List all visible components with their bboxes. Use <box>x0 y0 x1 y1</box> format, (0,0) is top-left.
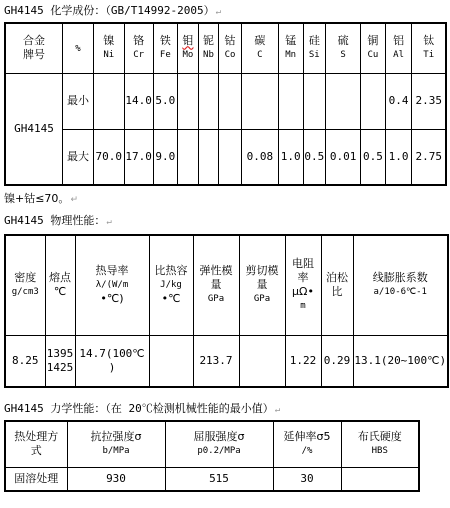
cell-melting-point: 1395 1425 <box>45 335 75 387</box>
section-title-physical: GH4145 物理性能：↵ <box>4 214 112 227</box>
cell-yield-strength: 515 <box>165 467 273 491</box>
cell <box>198 73 219 129</box>
mechanical-properties-table <box>4 420 420 492</box>
header-el-mn: 锰 Mn <box>278 23 303 73</box>
cell <box>219 129 242 185</box>
cell-elongation: 30 <box>273 467 341 491</box>
row-label-max: 最大 <box>63 129 94 185</box>
row-label-min: 最小 <box>63 73 94 129</box>
header-thermal-conductivity: 热导率 λ/(W/m •℃) <box>75 235 149 335</box>
cell: 2.35 <box>412 73 446 129</box>
cell: 1.0 <box>278 129 303 185</box>
header-el-s: 硫 S <box>326 23 361 73</box>
chemical-composition-table <box>4 22 447 186</box>
section-title-chemical: GH4145 化学成份：（GB/T14992-2005）↵ <box>4 4 221 17</box>
cell-expansion: 13.1(20~100℃) <box>353 335 448 387</box>
cell: 14.0 <box>124 73 153 129</box>
header-el-nb: 铌 Nb <box>198 23 219 73</box>
header-el-cr: 铬 Cr <box>124 23 153 73</box>
header-brinell-hardness: 布氏硬度 HBS <box>341 421 419 467</box>
header-resistivity: 电阻 率 μΩ• m <box>285 235 321 335</box>
header-elongation: 延伸率σ5 /% <box>273 421 341 467</box>
cell: 0.01 <box>326 129 361 185</box>
header-heat-treatment: 热处理方 式 <box>5 421 67 467</box>
cell: 5.0 <box>153 73 178 129</box>
physical-properties-table <box>4 234 449 388</box>
header-tensile-strength: 抗拉强度σ b/MPa <box>67 421 165 467</box>
cell-poisson-ratio: 0.29 <box>321 335 353 387</box>
cell-thermal-conductivity: 14.7(100℃ ) <box>75 335 149 387</box>
table-row <box>5 335 448 387</box>
header-grade: 合金 牌号 <box>5 23 63 73</box>
header-density: 密度 g/cm3 <box>5 235 45 335</box>
table-row <box>5 467 419 491</box>
header-el-ni: 镍 Ni <box>93 23 124 73</box>
cell-brinell-hardness <box>341 467 419 491</box>
composition-note: 镍+钴≤70。↵ <box>4 192 78 205</box>
cell <box>303 73 326 129</box>
header-el-al: 铝 Al <box>385 23 412 73</box>
cell-shear-modulus <box>239 335 285 387</box>
header-el-ti: 钛 Ti <box>412 23 446 73</box>
table-row-min <box>5 73 446 129</box>
header-yield-strength: 屈服强度σ p0.2/MPa <box>165 421 273 467</box>
table-row-max <box>5 129 446 185</box>
cell-density: 8.25 <box>5 335 45 387</box>
grade-cell: GH4145 <box>5 73 63 185</box>
cell: 70.0 <box>93 129 124 185</box>
cell: 1.0 <box>385 129 412 185</box>
cell <box>178 73 199 129</box>
cell <box>361 73 386 129</box>
header-elastic-modulus: 弹性模 量 GPa <box>193 235 239 335</box>
cell-tensile-strength: 930 <box>67 467 165 491</box>
cell: 9.0 <box>153 129 178 185</box>
cell <box>198 129 219 185</box>
header-specific-heat: 比热容 J/kg •℃ <box>149 235 193 335</box>
cell-elastic-modulus: 213.7 <box>193 335 239 387</box>
cell: 17.0 <box>124 129 153 185</box>
cell <box>219 73 242 129</box>
cell: 0.5 <box>361 129 386 185</box>
cell: 0.5 <box>303 129 326 185</box>
cell: 2.75 <box>412 129 446 185</box>
cell <box>326 73 361 129</box>
cell: 0.4 <box>385 73 412 129</box>
cell <box>178 129 199 185</box>
section-title-mechanical: GH4145 力学性能：（在 20℃检测机械性能的最小值）↵ <box>4 402 281 415</box>
header-shear-modulus: 剪切模 量 GPa <box>239 235 285 335</box>
header-el-co: 钴 Co <box>219 23 242 73</box>
cell-resistivity: 1.22 <box>285 335 321 387</box>
header-percent: % <box>63 23 94 73</box>
cell-heat-treatment: 固溶处理 <box>5 467 67 491</box>
cell: 0.08 <box>241 129 278 185</box>
header-melting-point: 熔点 ℃ <box>45 235 75 335</box>
header-el-c: 碳 C <box>241 23 278 73</box>
header-poisson-ratio: 泊松 比 <box>321 235 353 335</box>
header-el-mo: 钼 Mo <box>178 23 199 73</box>
cell-specific-heat <box>149 335 193 387</box>
header-expansion: 线膨胀系数 a/10-6℃-1 <box>353 235 448 335</box>
cell <box>93 73 124 129</box>
cell <box>278 73 303 129</box>
cell <box>241 73 278 129</box>
header-el-cu: 铜 Cu <box>361 23 386 73</box>
header-el-si: 硅 Si <box>303 23 326 73</box>
header-el-fe: 铁 Fe <box>153 23 178 73</box>
